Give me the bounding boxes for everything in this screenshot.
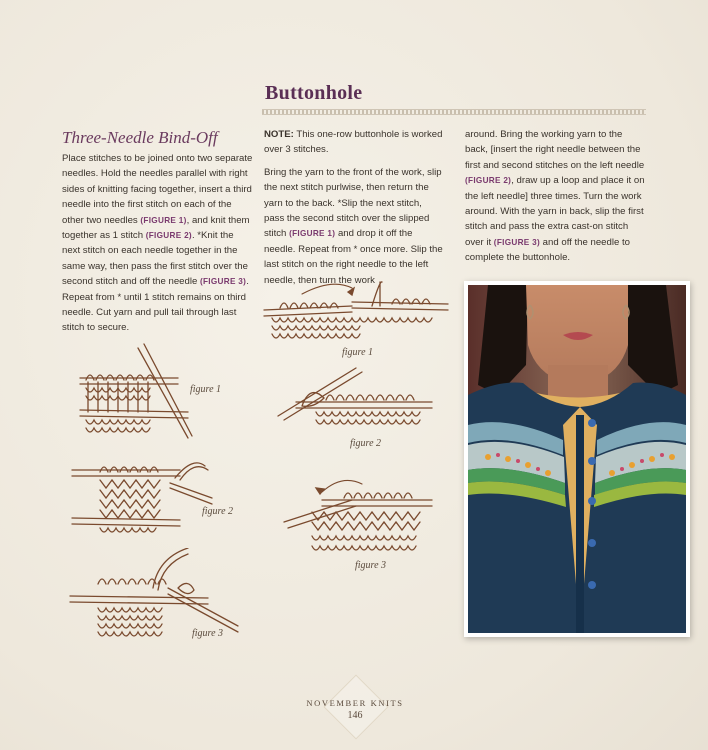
buttonhole-note: [264, 127, 444, 158]
figure-ref: (FIGURE 1): [140, 215, 187, 225]
text-segment: Bring the yarn to the front of the work, slip the next stitch purlwise, then return the yarn to the back. *Slip the next stitch, pass the second stitch over the slipped stitch: [264, 166, 442, 240]
bind-off-figure-2-illustration: [70, 458, 215, 543]
buttonhole-figure-2-caption: figure 2: [350, 438, 382, 449]
buttonhole-figure-2-illustration: [276, 366, 436, 438]
text-segment: and off the needle to complete the buttonhole.: [465, 236, 630, 264]
buttonhole-instructions: [264, 165, 444, 288]
buttonhole-figure-3-illustration: [282, 472, 438, 560]
note-text: This one-row buttonhole is worked over 3 stitches.: [264, 129, 443, 156]
text-segment: . *Knit the next stitch on each needle together in the same way, then pass the first stitch over the second stitch and off the needle: [62, 230, 248, 288]
figure-ref: (FIGURE 3): [493, 237, 541, 247]
cardigan-photo: [464, 281, 690, 637]
title-divider: [262, 109, 646, 115]
buttonhole-figure-1-illustration: [262, 280, 450, 350]
figure-ref: (FIGURE 1): [289, 229, 336, 239]
text-segment: Place stitches to be joined onto two separate needles. Hold the needles parallel with right sides of knitting facing together, insert a third needle into the first stitch on each of the other two needles: [62, 153, 253, 226]
figure-ref: (FIGURE 2): [145, 231, 192, 241]
three-needle-bind-off-heading: Three-Needle Bind-Off: [62, 128, 218, 147]
figure-ref: (FIGURE 2): [465, 176, 512, 186]
buttonhole-text: [264, 127, 444, 288]
text-segment: around. Bring the working yarn to the back, [insert the right needle between the first and second stitches on the left needle: [465, 129, 645, 171]
bind-off-figure-2-caption: figure 2: [202, 506, 234, 517]
buttonhole-text-continued: [465, 127, 647, 266]
text-segment: , draw up a loop and place it on the left needle] three times. Turn the work around. With the yarn in back, slip the first stitch and pass the extra cast-on stitch over it: [465, 175, 645, 248]
bind-off-figure-1-illustration: [78, 338, 193, 443]
page-number: 146: [347, 710, 363, 721]
figure-ref: (FIGURE 3): [199, 277, 247, 287]
page-footer: [300, 688, 410, 721]
bind-off-figure-1-caption: figure 1: [190, 384, 222, 395]
buttonhole-figure-3-caption: figure 3: [355, 560, 387, 571]
three-needle-bind-off-text: [62, 151, 254, 336]
text-segment: and drop it off the needle. Repeat from * once more. Slip the last stitch on the right needle to the left needle, then turn the work: [264, 228, 443, 286]
bind-off-figure-3-caption: figure 3: [192, 628, 224, 639]
text-segment: . Repeat from * until 1 stitch remains on third needle. Cut yarn and pull tail through last stitch to secure.: [62, 276, 249, 334]
text-segment: , and knit them together as 1 stitch: [62, 214, 250, 242]
book-title: NOVEMBER KNITS: [306, 698, 404, 708]
note-label: NOTE:: [264, 129, 294, 140]
buttonhole-figure-1-caption: figure 1: [342, 347, 374, 358]
section-title: Buttonhole: [265, 82, 363, 104]
